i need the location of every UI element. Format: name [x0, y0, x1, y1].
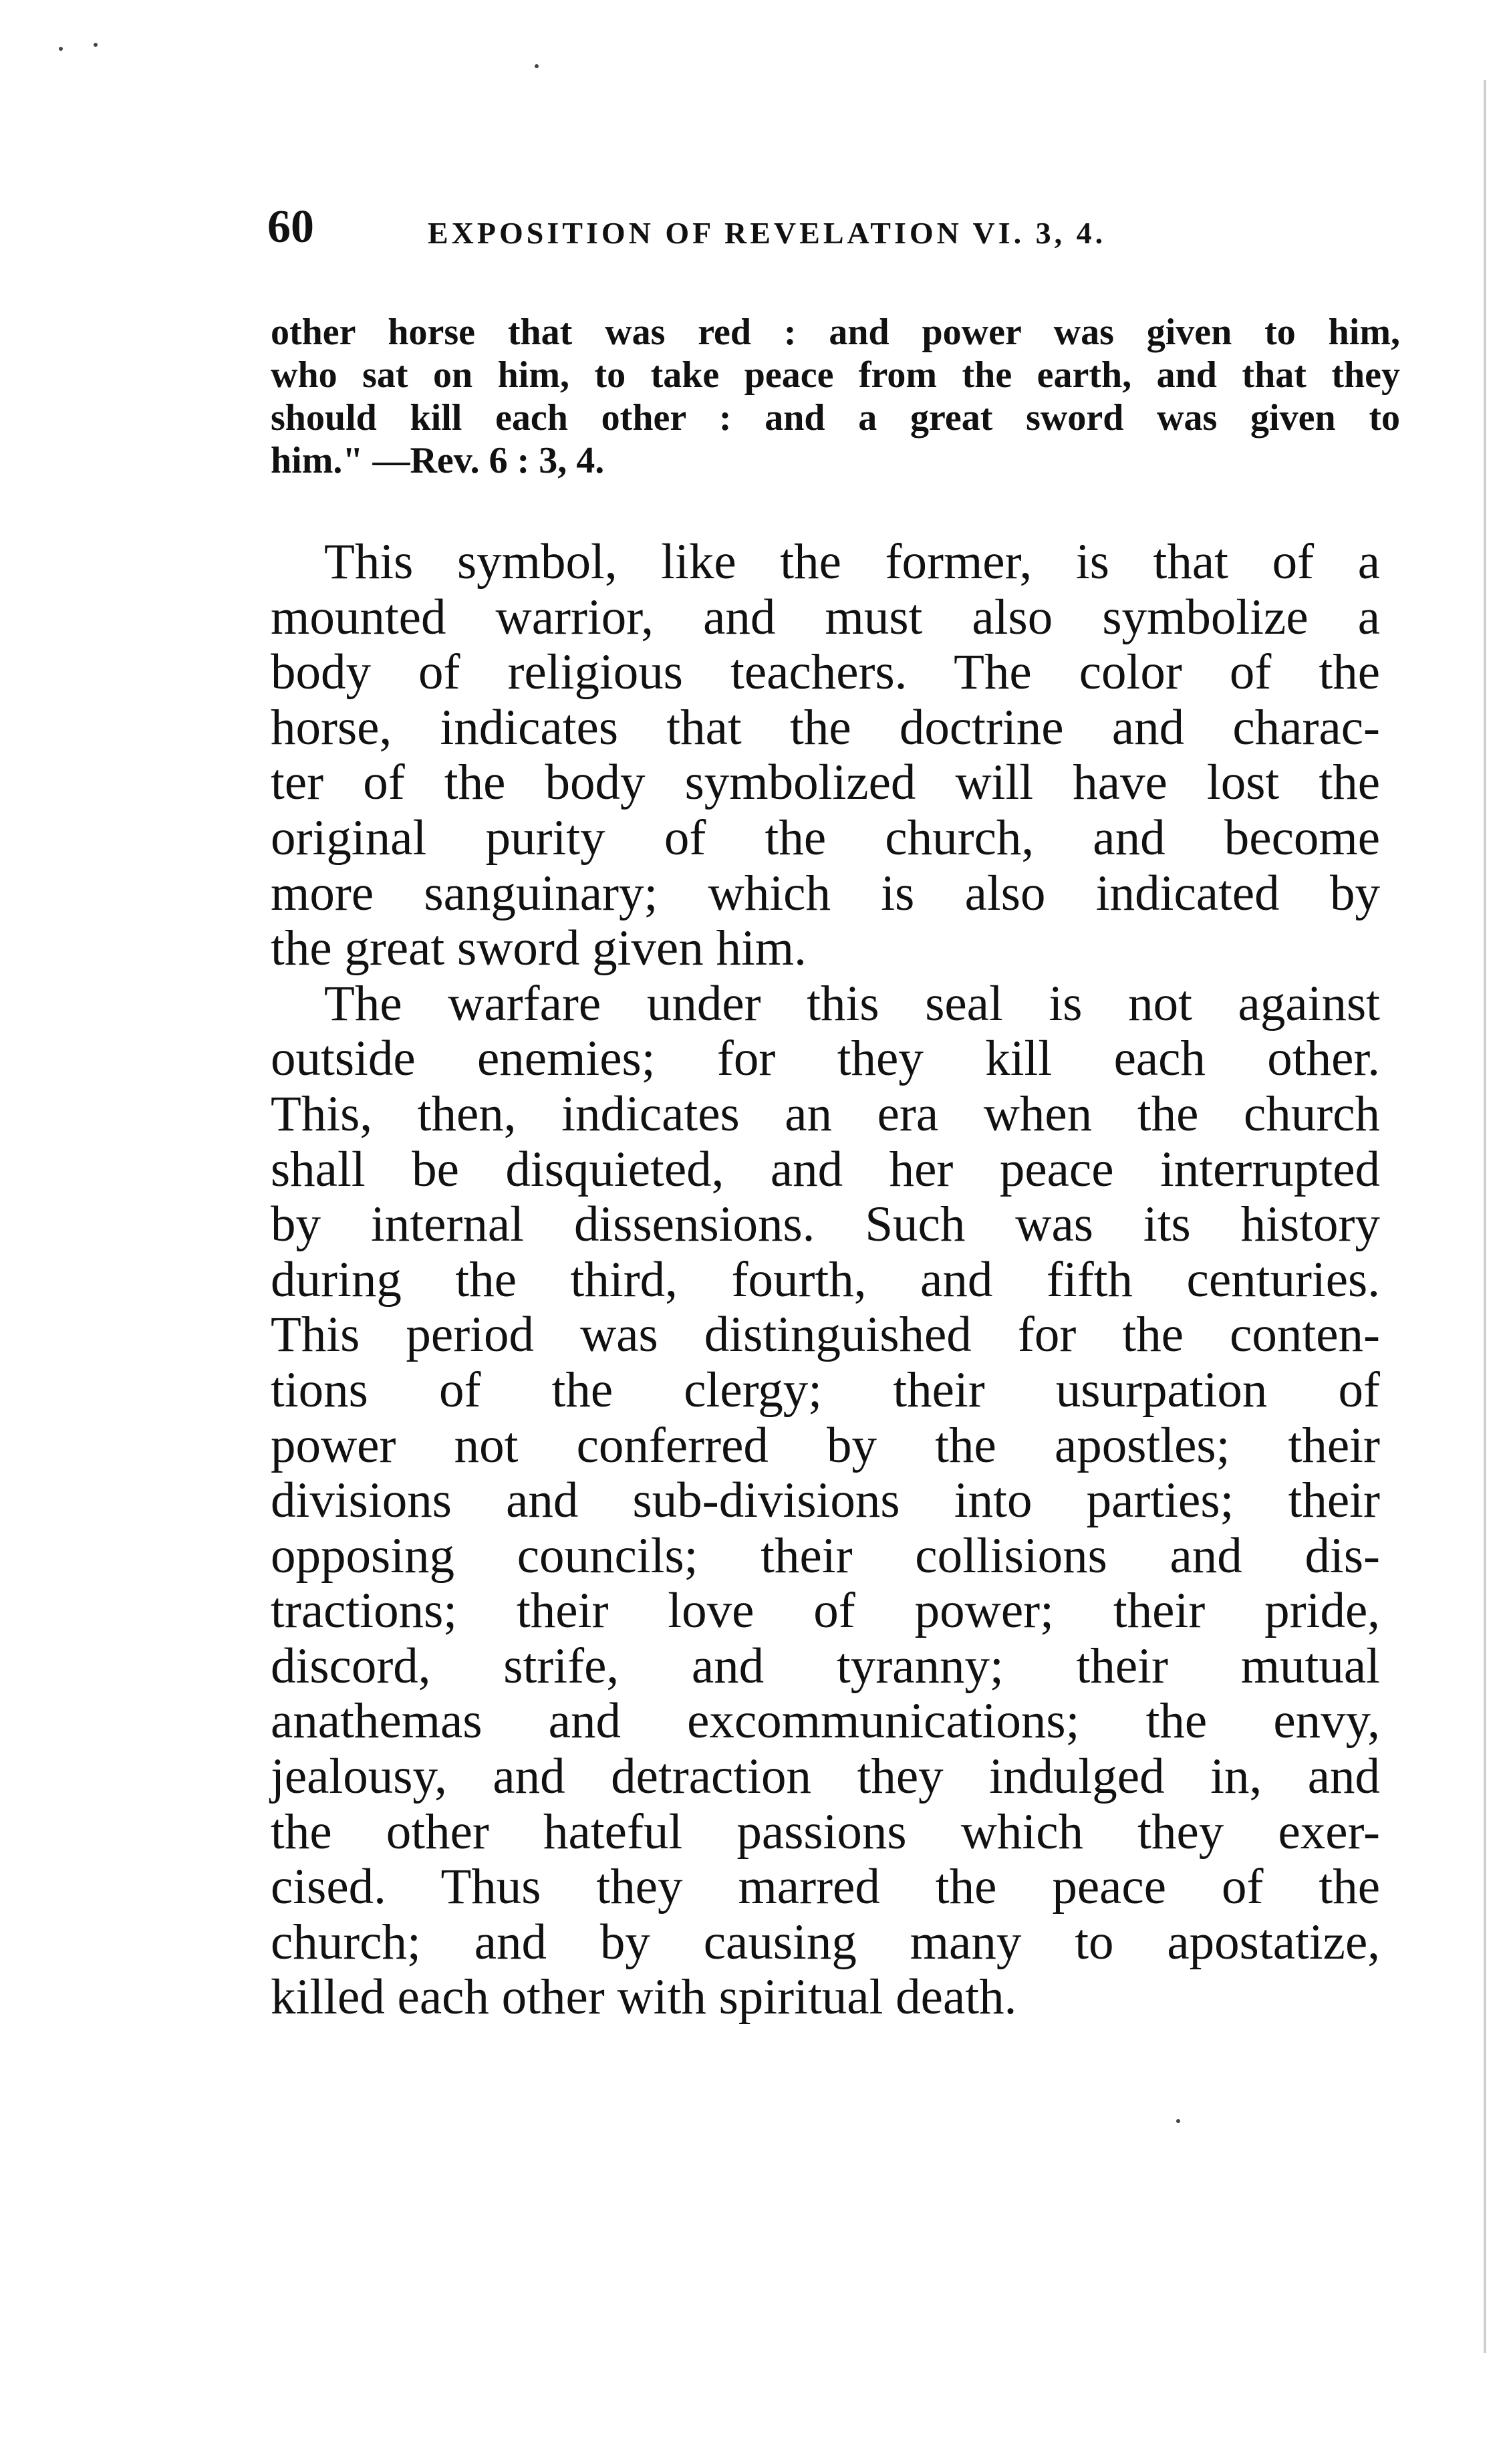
text-line: horse, indicates that the doctrine and charac-: [271, 699, 1380, 755]
running-title: EXPOSITION OF REVELATION VI. 3, 4.: [428, 216, 1107, 250]
page-header: [267, 201, 1236, 261]
scan-speck: [59, 47, 63, 51]
quote-line: who sat on him, to take peace from the earth, and that they: [271, 354, 1400, 396]
text-line: ter of the body symbolized will have lost the: [271, 755, 1380, 811]
text-line: mounted warrior, and must also symbolize a: [271, 589, 1380, 645]
text-line: tractions; their love of power; their pride,: [271, 1583, 1380, 1639]
text-line: This period was distinguished for the conten-: [271, 1307, 1380, 1363]
text-line: anathemas and excommunications; the envy,: [271, 1693, 1380, 1749]
body-text: [271, 535, 1380, 2025]
text-line: more sanguinary; which is also indicated by: [271, 865, 1380, 921]
text-line: The warfare under this seal is not against: [324, 975, 1380, 1031]
paragraph-2: [271, 977, 1380, 2025]
text-line: power not conferred by the apostles; their: [271, 1417, 1380, 1473]
scan-speck: [1176, 2119, 1180, 2123]
page-number: 60: [267, 201, 314, 253]
text-line: cised. Thus they marred the peace of the: [271, 1859, 1380, 1915]
text-line: the other hateful passions which they exer-: [271, 1804, 1380, 1860]
text-line: This, then, indicates an era when the church: [271, 1086, 1380, 1142]
text-line: by internal dissensions. Such was its history: [271, 1197, 1380, 1253]
text-line: the great sword given him.: [271, 920, 807, 977]
text-line: opposing councils; their collisions and dis-: [271, 1527, 1380, 1584]
text-line: during the third, fourth, and fifth centuries.: [271, 1251, 1380, 1308]
scripture-quote: [271, 311, 1400, 482]
text-line: shall be disquieted, and her peace interrupted: [271, 1141, 1380, 1197]
text-line: outside enemies; for they kill each other.: [271, 1031, 1380, 1087]
text-line: jealousy, and detraction they indulged in, and: [271, 1749, 1380, 1805]
text-line: This symbol, like the former, is that of a: [324, 534, 1380, 590]
quote-line: should kill each other : and a great sword was given to: [271, 397, 1400, 439]
text-line: divisions and sub-divisions into parties; their: [271, 1473, 1380, 1529]
text-line: church; and by causing many to apostatize,: [271, 1914, 1380, 1970]
text-line: original purity of the church, and become: [271, 810, 1380, 866]
scan-speck: [535, 64, 539, 68]
text-line: killed each other with spiritual death.: [271, 1969, 1017, 2025]
text-line: body of religious teachers. The color of the: [271, 644, 1380, 701]
text-line: discord, strife, and tyranny; their mutual: [271, 1638, 1380, 1694]
text-line: tions of the clergy; their usurpation of: [271, 1362, 1380, 1418]
paragraph-1: [271, 535, 1380, 977]
quote-line: him." —Rev. 6 : 3, 4.: [271, 440, 605, 481]
scan-speck: [94, 43, 98, 47]
page-edge-shadow: [1484, 80, 1486, 2353]
quote-line: other horse that was red : and power was given to him,: [271, 312, 1400, 353]
